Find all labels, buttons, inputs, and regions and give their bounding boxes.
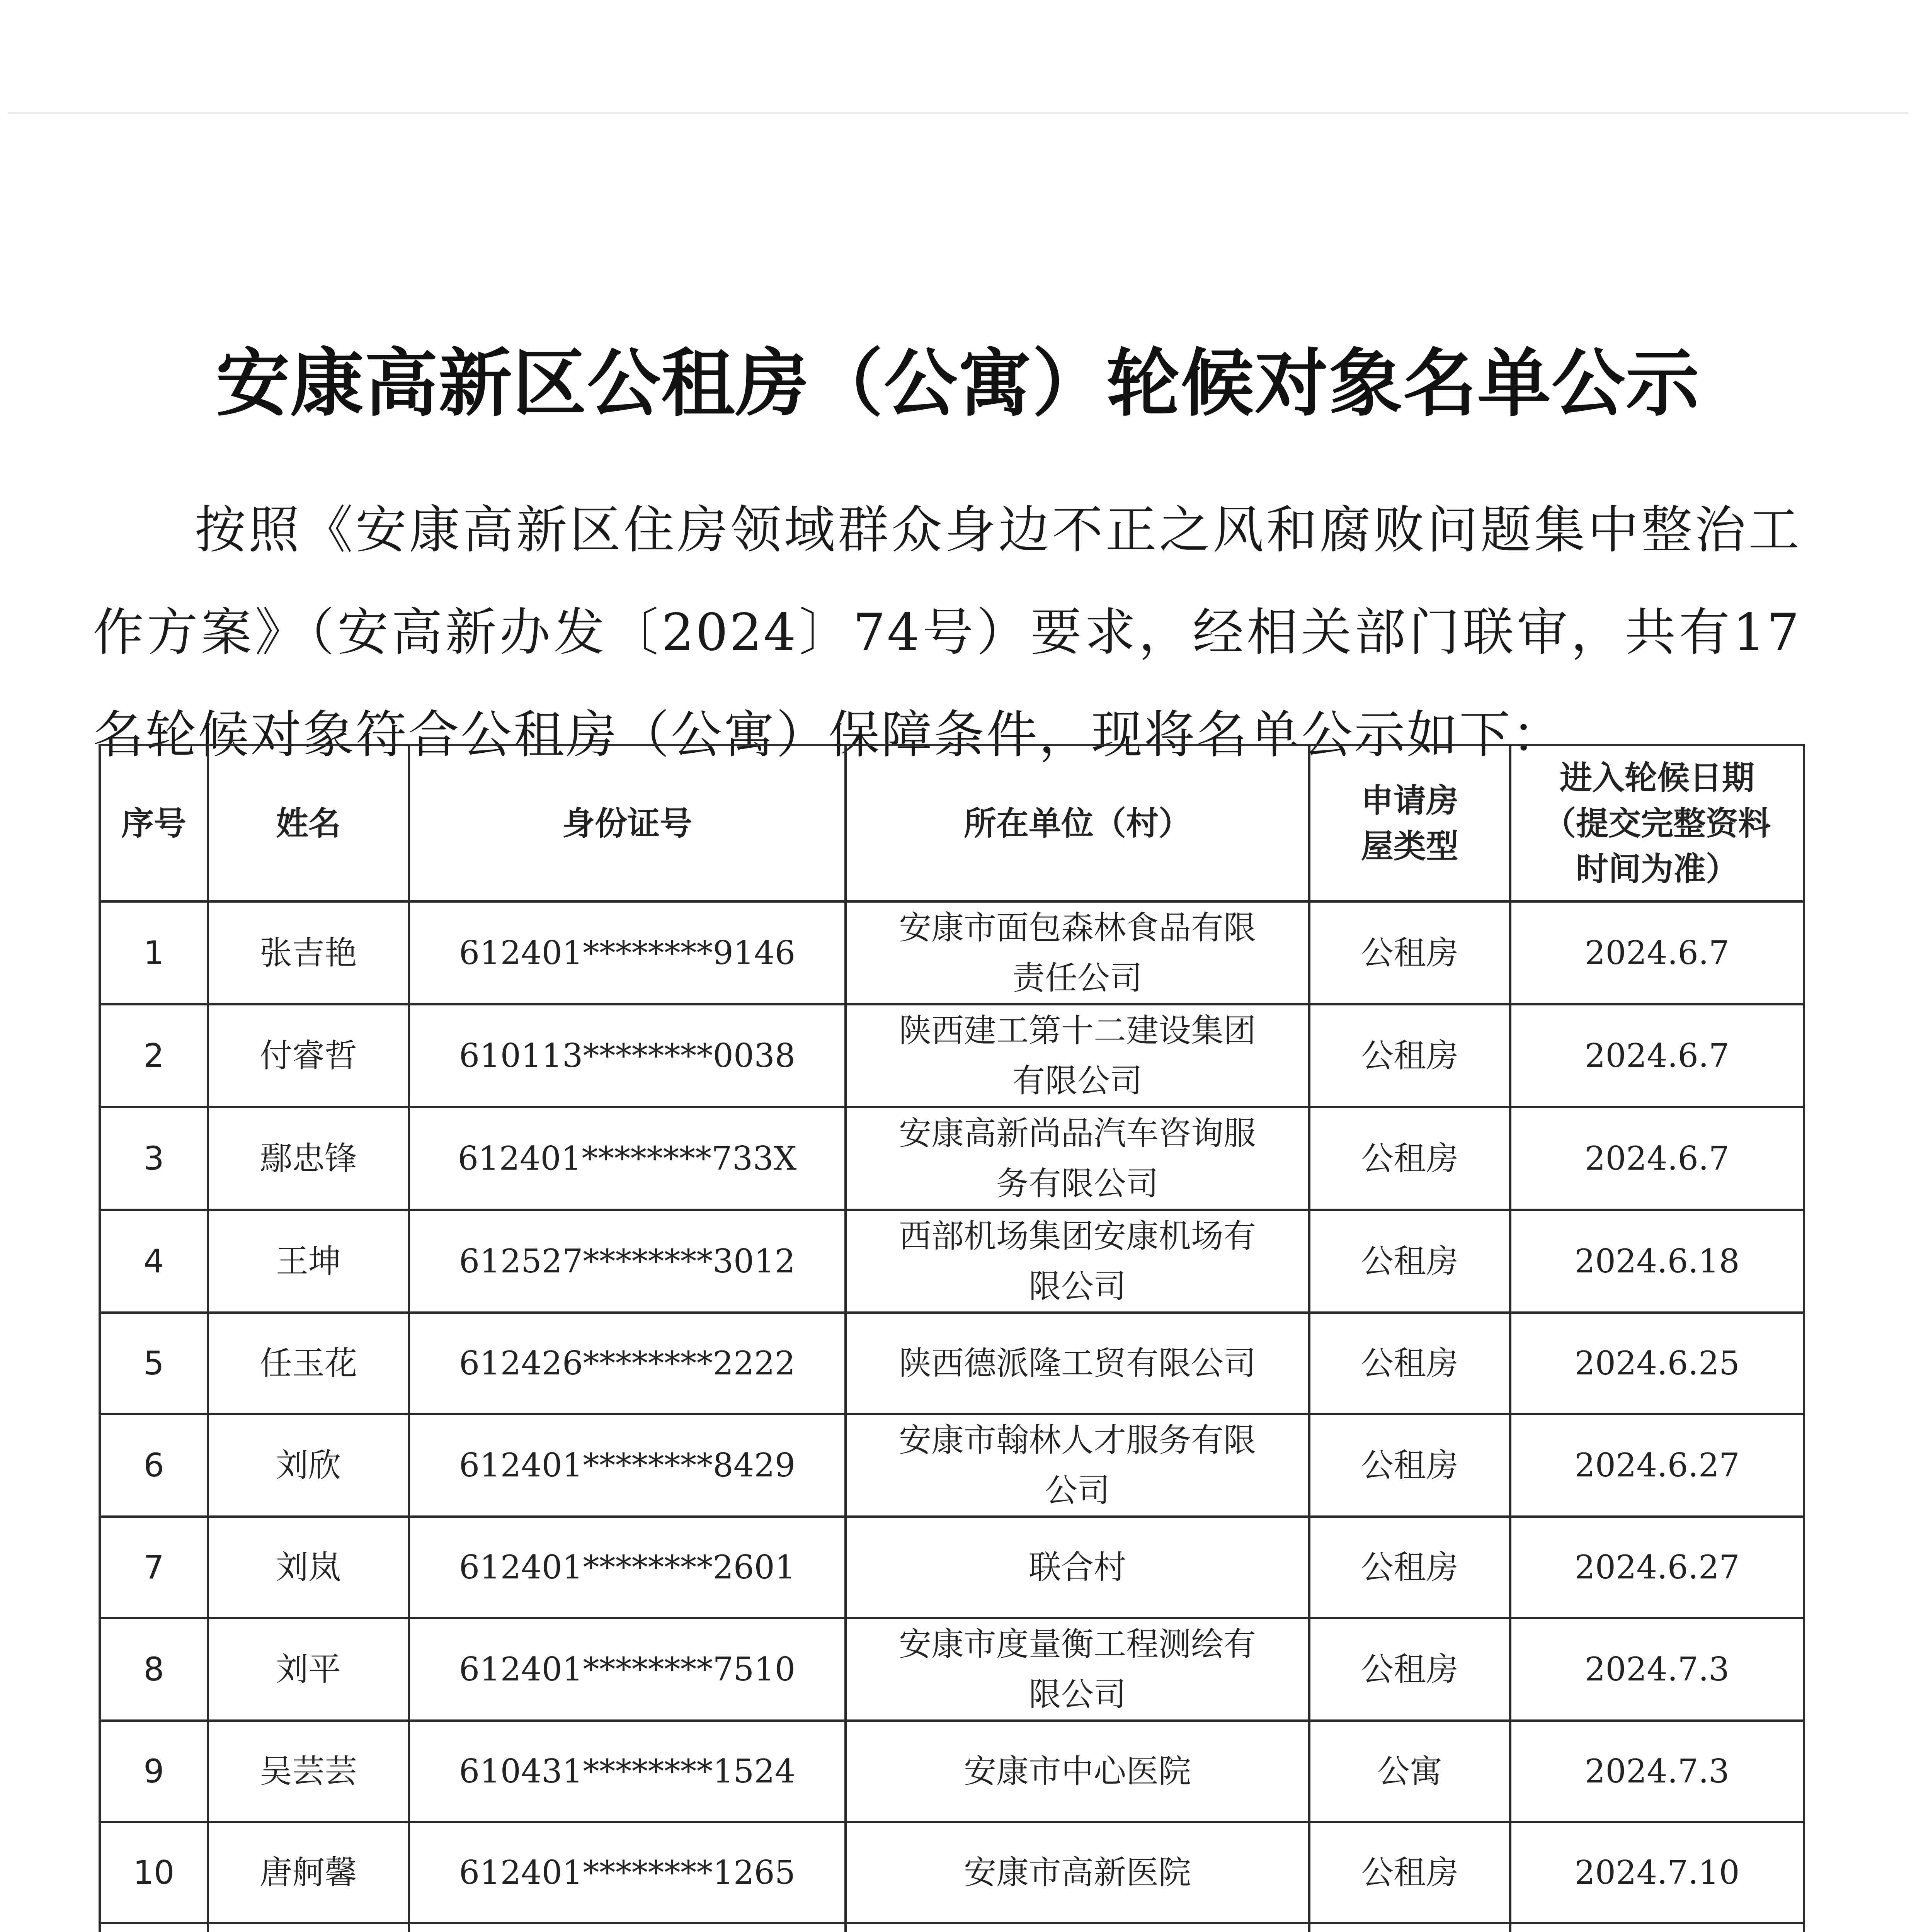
cell-queue-date: 2024.6.7 bbox=[1510, 901, 1804, 1004]
cell-queue-date: 2024.6.7 bbox=[1510, 1004, 1804, 1107]
cell-seq: 4 bbox=[100, 1210, 208, 1313]
cell-name bbox=[208, 1923, 409, 1932]
cell-id-number: 612426********2222 bbox=[409, 1313, 846, 1414]
table-row bbox=[100, 1414, 1804, 1517]
cell-seq: 3 bbox=[100, 1107, 208, 1210]
table-row bbox=[100, 1107, 1804, 1210]
cell-housing-type: 公租房 bbox=[1309, 1517, 1510, 1618]
table-row bbox=[100, 1210, 1804, 1313]
cell-queue-date: 2024.7.3 bbox=[1510, 1618, 1804, 1721]
cell-housing-type: 公租房 bbox=[1309, 1618, 1510, 1721]
cell-id-number: 612401********1265 bbox=[409, 1822, 846, 1923]
cell-housing-type: 公租房 bbox=[1309, 1107, 1510, 1210]
cell-seq: 9 bbox=[100, 1721, 208, 1822]
header-date-label: 进入轮候日期（提交完整资料时间为准） bbox=[1543, 759, 1771, 888]
cell-id-number: 610431********1524 bbox=[409, 1721, 846, 1822]
cell-queue-date: 2024.7.3 bbox=[1510, 1721, 1804, 1822]
intro-paragraph: 按照《安康高新区住房领域群众身边不正之风和腐败问题集中整治工作方案》（安高新办发〔2024〕74号）要求，经相关部门联审，共有17名轮候对象符合公租房（公寓）保障条件，现将名单公示如下： bbox=[93, 500, 1801, 765]
cell-unit: 安康高新尚品汽车咨询服务有限公司 bbox=[846, 1107, 1309, 1210]
cell-id-number: 610113********0038 bbox=[409, 1004, 846, 1107]
cell-seq: 8 bbox=[100, 1618, 208, 1721]
cell-unit: 安康市中心医院 bbox=[846, 1721, 1309, 1822]
cell-seq: 7 bbox=[100, 1517, 208, 1618]
cell-id-number: 612401********9146 bbox=[409, 901, 846, 1004]
table-row bbox=[100, 1822, 1804, 1923]
cell-name: 吴芸芸 bbox=[208, 1721, 409, 1822]
table-row bbox=[100, 1313, 1804, 1414]
cell-name: 任玉花 bbox=[208, 1313, 409, 1414]
cell-name: 鄢忠锋 bbox=[208, 1107, 409, 1210]
scan-edge-line bbox=[8, 112, 1908, 114]
cell-queue-date: 2024.6.25 bbox=[1510, 1313, 1804, 1414]
cell-unit: 安康市面包森林食品有限责任公司 bbox=[846, 901, 1309, 1004]
table-row bbox=[100, 1721, 1804, 1822]
cell-name: 刘平 bbox=[208, 1618, 409, 1721]
table-header-row bbox=[100, 745, 1804, 901]
header-seq: 序号 bbox=[100, 745, 208, 901]
cell-queue-date: 2024.6.27 bbox=[1510, 1414, 1804, 1517]
cell-unit bbox=[846, 1923, 1309, 1932]
cell-queue-date: 2024.6.18 bbox=[1510, 1210, 1804, 1313]
table-row bbox=[100, 1923, 1804, 1932]
header-id: 身份证号 bbox=[409, 745, 846, 901]
table-row bbox=[100, 1517, 1804, 1618]
cell-housing-type: 公租房 bbox=[1309, 1822, 1510, 1923]
cell-unit: 西部机场集团安康机场有限公司 bbox=[846, 1210, 1309, 1313]
cell-seq: 10 bbox=[100, 1822, 208, 1923]
cell-id-number: 612401********2601 bbox=[409, 1517, 846, 1618]
cell-housing-type bbox=[1309, 1923, 1510, 1932]
cell-name: 刘欣 bbox=[208, 1414, 409, 1517]
cell-name: 付睿哲 bbox=[208, 1004, 409, 1107]
cell-queue-date: 2024.6.7 bbox=[1510, 1107, 1804, 1210]
cell-unit: 安康市翰林人才服务有限公司 bbox=[846, 1414, 1309, 1517]
cell-name: 刘岚 bbox=[208, 1517, 409, 1618]
cell-housing-type: 公租房 bbox=[1309, 901, 1510, 1004]
header-unit: 所在单位（村） bbox=[846, 745, 1309, 901]
cell-seq bbox=[100, 1923, 208, 1932]
cell-unit: 陕西德派隆工贸有限公司 bbox=[846, 1313, 1309, 1414]
cell-id-number: 612401********733X bbox=[409, 1107, 846, 1210]
cell-seq: 1 bbox=[100, 901, 208, 1004]
cell-seq: 6 bbox=[100, 1414, 208, 1517]
cell-id-number: 612527********3012 bbox=[409, 1210, 846, 1313]
cell-name: 唐舸馨 bbox=[208, 1822, 409, 1923]
table-row bbox=[100, 1004, 1804, 1107]
header-name: 姓名 bbox=[208, 745, 409, 901]
cell-housing-type: 公租房 bbox=[1309, 1414, 1510, 1517]
cell-seq: 2 bbox=[100, 1004, 208, 1107]
page-title: 安康高新区公租房（公寓）轮候对象名单公示 bbox=[216, 341, 1700, 426]
cell-queue-date: 2024.7.10 bbox=[1510, 1822, 1804, 1923]
cell-id-number bbox=[409, 1923, 846, 1932]
cell-unit: 安康市度量衡工程测绘有限公司 bbox=[846, 1618, 1309, 1721]
cell-queue-date: 2024.6.27 bbox=[1510, 1517, 1804, 1618]
header-type bbox=[1309, 745, 1510, 901]
cell-housing-type: 公租房 bbox=[1309, 1210, 1510, 1313]
cell-id-number: 612401********8429 bbox=[409, 1414, 846, 1517]
cell-name: 王坤 bbox=[208, 1210, 409, 1313]
roster-body bbox=[100, 901, 1804, 1932]
cell-unit: 陕西建工第十二建设集团有限公司 bbox=[846, 1004, 1309, 1107]
header-type-label: 申请房屋类型 bbox=[1361, 781, 1458, 865]
cell-housing-type: 公寓 bbox=[1309, 1721, 1510, 1822]
cell-unit: 安康市高新医院 bbox=[846, 1822, 1309, 1923]
cell-housing-type: 公租房 bbox=[1309, 1004, 1510, 1107]
table-row bbox=[100, 901, 1804, 1004]
header-date bbox=[1510, 745, 1804, 901]
cell-housing-type: 公租房 bbox=[1309, 1313, 1510, 1414]
cell-name: 张吉艳 bbox=[208, 901, 409, 1004]
cell-id-number: 612401********7510 bbox=[409, 1618, 846, 1721]
table-row bbox=[100, 1618, 1804, 1721]
cell-seq: 5 bbox=[100, 1313, 208, 1414]
roster-table bbox=[99, 744, 1805, 1932]
cell-queue-date bbox=[1510, 1923, 1804, 1932]
cell-unit: 联合村 bbox=[846, 1517, 1309, 1618]
